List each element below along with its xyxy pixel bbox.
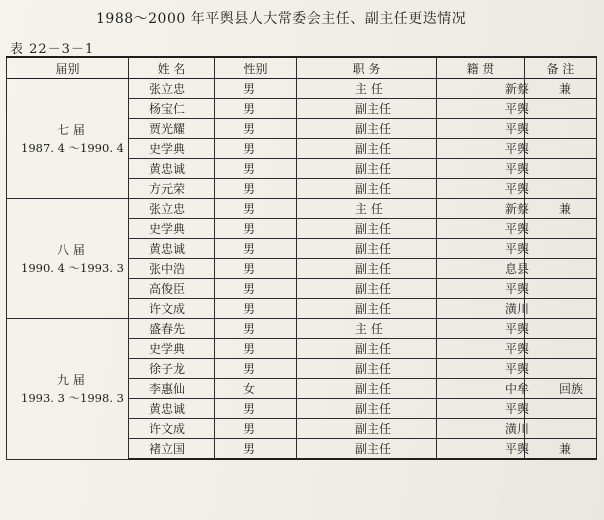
native-place-cell: 平舆: [437, 359, 525, 379]
native-place-cell: 平舆: [437, 279, 525, 299]
gender-cell: 男: [215, 159, 297, 179]
remark-cell: [525, 419, 597, 439]
remark-cell: [525, 99, 597, 119]
post-cell: 副主任: [297, 159, 437, 179]
gender-cell: 男: [215, 199, 297, 219]
term-dates: 1993. 3 ～1998. 3: [21, 390, 124, 405]
header-term: 届别: [7, 57, 129, 79]
post-cell: 副主任: [297, 299, 437, 319]
gender-cell: 男: [215, 79, 297, 99]
gender-cell: 女: [215, 379, 297, 399]
native-place-cell: 平舆: [437, 439, 525, 460]
native-place-cell: 平舆: [437, 219, 525, 239]
native-place-cell: 平舆: [437, 399, 525, 419]
gender-cell: 男: [215, 119, 297, 139]
native-place-cell: 平舆: [437, 319, 525, 339]
header-native-place: 籍 贯: [437, 57, 525, 79]
remark-cell: [525, 219, 597, 239]
term-name: 八 届: [57, 242, 85, 257]
header-post: 职 务: [297, 57, 437, 79]
gender-cell: 男: [215, 239, 297, 259]
post-cell: 副主任: [297, 179, 437, 199]
remark-cell: 回族: [525, 379, 597, 399]
native-place-cell: 平舆: [437, 139, 525, 159]
name-cell: 史学典: [129, 219, 215, 239]
remark-cell: 兼: [525, 439, 597, 460]
name-cell: 史学典: [129, 339, 215, 359]
post-cell: 副主任: [297, 239, 437, 259]
table-number: 表 22－3－1: [10, 42, 95, 57]
gender-cell: 男: [215, 279, 297, 299]
native-place-cell: 平舆: [437, 99, 525, 119]
header-name: 姓 名: [129, 57, 215, 79]
remark-cell: [525, 299, 597, 319]
gender-cell: 男: [215, 179, 297, 199]
gender-cell: 男: [215, 419, 297, 439]
gender-cell: 男: [215, 99, 297, 119]
post-cell: 副主任: [297, 379, 437, 399]
remark-cell: [525, 239, 597, 259]
gender-cell: 男: [215, 219, 297, 239]
header-remark: 备 注: [525, 57, 597, 79]
native-place-cell: 平舆: [437, 119, 525, 139]
gender-cell: 男: [215, 399, 297, 419]
page-title: 1988～2000 年平舆县人大常委会主任、副主任更迭情况: [96, 11, 467, 27]
gender-cell: 男: [215, 319, 297, 339]
native-place-cell: 中牟: [437, 379, 525, 399]
gender-cell: 男: [215, 299, 297, 319]
remark-cell: [525, 179, 597, 199]
name-cell: 张中浩: [129, 259, 215, 279]
name-cell: 方元荣: [129, 179, 215, 199]
name-cell: 黄忠诚: [129, 239, 215, 259]
native-place-cell: 平舆: [437, 159, 525, 179]
table-body: [7, 79, 597, 460]
term-name: 九 届: [57, 372, 85, 387]
remark-cell: [525, 339, 597, 359]
native-place-cell: 潢川: [437, 299, 525, 319]
post-cell: 副主任: [297, 99, 437, 119]
name-cell: 黄忠诚: [129, 399, 215, 419]
native-place-cell: 潢川: [437, 419, 525, 439]
header-gender: 性别: [215, 57, 297, 79]
table-header-row: [7, 57, 597, 79]
remark-cell: [525, 319, 597, 339]
post-cell: 副主任: [297, 279, 437, 299]
leaders-table: [6, 56, 597, 460]
remark-cell: [525, 279, 597, 299]
name-cell: 黄忠诚: [129, 159, 215, 179]
name-cell: 高俊臣: [129, 279, 215, 299]
name-cell: 张立忠: [129, 79, 215, 99]
term-cell: [7, 79, 129, 199]
table-row: [7, 79, 597, 99]
gender-cell: 男: [215, 139, 297, 159]
post-cell: 副主任: [297, 419, 437, 439]
post-cell: 副主任: [297, 339, 437, 359]
name-cell: 许文成: [129, 419, 215, 439]
remark-cell: 兼: [525, 79, 597, 99]
post-cell: 副主任: [297, 219, 437, 239]
post-cell: 副主任: [297, 359, 437, 379]
table-row: [7, 199, 597, 219]
remark-cell: [525, 259, 597, 279]
remark-cell: 兼: [525, 199, 597, 219]
name-cell: 许文成: [129, 299, 215, 319]
name-cell: 徐子龙: [129, 359, 215, 379]
term-cell: [7, 319, 129, 460]
post-cell: 副主任: [297, 119, 437, 139]
name-cell: 张立忠: [129, 199, 215, 219]
name-cell: 史学典: [129, 139, 215, 159]
post-cell: 主 任: [297, 199, 437, 219]
gender-cell: 男: [215, 439, 297, 460]
post-cell: 副主任: [297, 259, 437, 279]
term-dates: 1990. 4 ～1993. 3: [21, 260, 124, 275]
remark-cell: [525, 159, 597, 179]
name-cell: 杨宝仁: [129, 99, 215, 119]
post-cell: 副主任: [297, 439, 437, 460]
gender-cell: 男: [215, 339, 297, 359]
term-name: 七 届: [57, 122, 85, 137]
term-cell: [7, 199, 129, 319]
remark-cell: [525, 139, 597, 159]
post-cell: 副主任: [297, 139, 437, 159]
post-cell: 副主任: [297, 399, 437, 419]
remark-cell: [525, 399, 597, 419]
gender-cell: 男: [215, 359, 297, 379]
native-place-cell: 新蔡: [437, 199, 525, 219]
native-place-cell: 新蔡: [437, 79, 525, 99]
post-cell: 主 任: [297, 319, 437, 339]
remark-cell: [525, 119, 597, 139]
name-cell: 褚立国: [129, 439, 215, 460]
name-cell: 李惠仙: [129, 379, 215, 399]
term-dates: 1987. 4 ～1990. 4: [21, 140, 124, 155]
name-cell: 盛春先: [129, 319, 215, 339]
native-place-cell: 平舆: [437, 179, 525, 199]
name-cell: 贾光耀: [129, 119, 215, 139]
remark-cell: [525, 359, 597, 379]
table-row: [7, 319, 597, 339]
native-place-cell: 息县: [437, 259, 525, 279]
native-place-cell: 平舆: [437, 239, 525, 259]
gender-cell: 男: [215, 259, 297, 279]
post-cell: 主 任: [297, 79, 437, 99]
native-place-cell: 平舆: [437, 339, 525, 359]
